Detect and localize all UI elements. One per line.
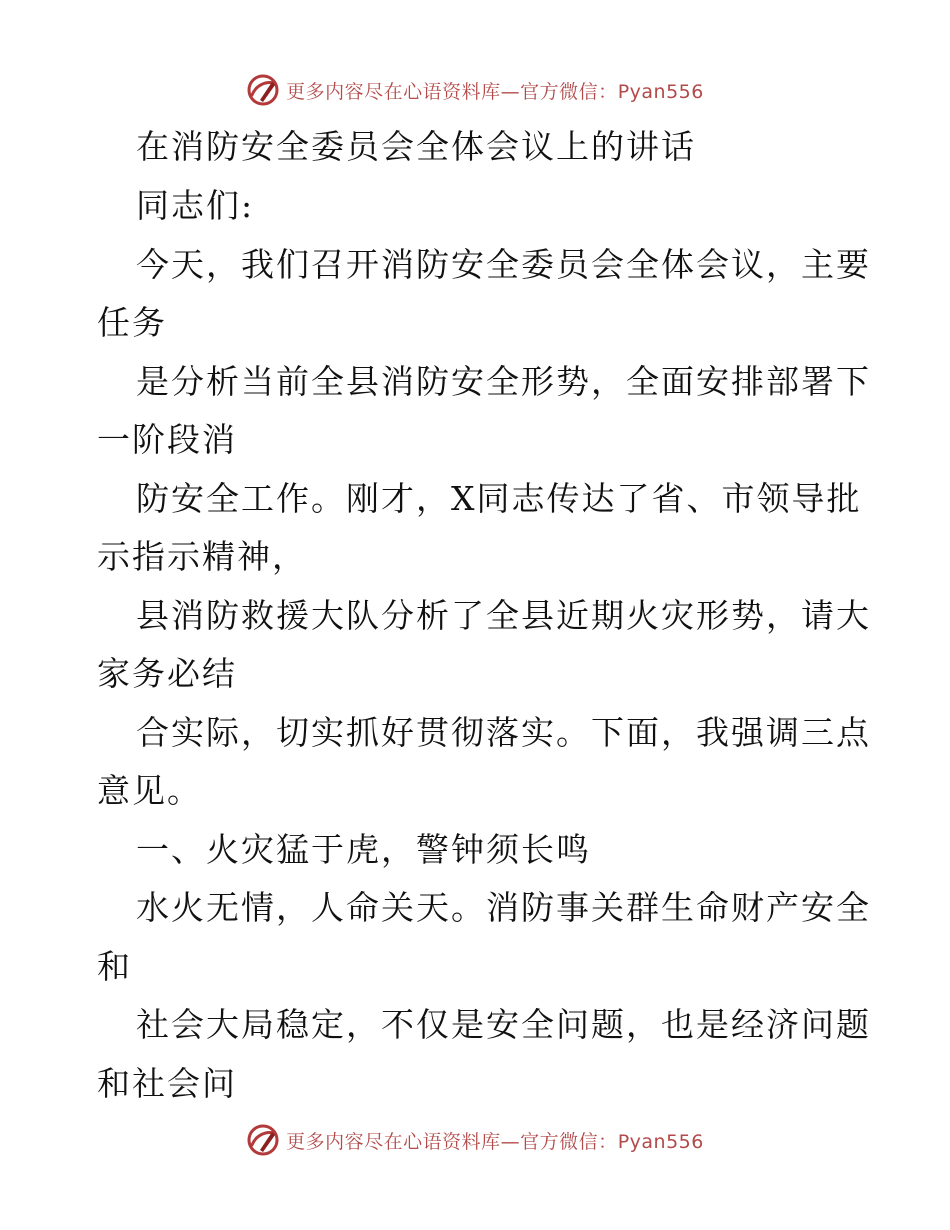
body-line: 是分析当前全县消防安全形势，全面安排部署下 bbox=[136, 362, 871, 401]
body-line: 社会大局稳定，不仅是安全问题，也是经济问题 bbox=[136, 1005, 871, 1044]
body-line: 示指示精神， bbox=[97, 537, 307, 576]
body-line: 县消防救援大队分析了全县近期火灾形势，请大 bbox=[136, 596, 871, 635]
body-line: 合实际，切实抓好贯彻落实。下面，我强调三点 bbox=[136, 713, 871, 752]
section-heading: 一、火灾猛于虎，警钟须长鸣 bbox=[136, 830, 591, 869]
body-line: 意见。 bbox=[97, 771, 202, 810]
watermark-text: 更多内容尽在心语资料库—官方微信：Pyan556 bbox=[286, 80, 704, 103]
body-line: 一阶段消 bbox=[97, 420, 237, 459]
body-line: 和 bbox=[97, 947, 132, 986]
pen-logo-icon bbox=[246, 1123, 280, 1157]
document-title: 在消防安全委员会全体会议上的讲话 bbox=[136, 127, 696, 166]
body-line: 家务必结 bbox=[97, 654, 237, 693]
footer-watermark bbox=[0, 1120, 950, 1160]
body-line: 防安全工作。刚才，X同志传达了省、市领导批 bbox=[136, 479, 862, 518]
pen-logo-icon bbox=[246, 73, 280, 107]
watermark-text: 更多内容尽在心语资料库—官方微信：Pyan556 bbox=[286, 1130, 704, 1153]
body-line: 任务 bbox=[97, 303, 167, 342]
greeting: 同志们: bbox=[136, 186, 255, 225]
body-line: 和社会问 bbox=[97, 1064, 237, 1103]
body-line: 今天，我们召开消防安全委员会全体会议，主要 bbox=[136, 245, 871, 284]
header-watermark bbox=[0, 70, 950, 110]
body-line: 水火无情，人命关天。消防事关群生命财产安全 bbox=[136, 888, 871, 927]
